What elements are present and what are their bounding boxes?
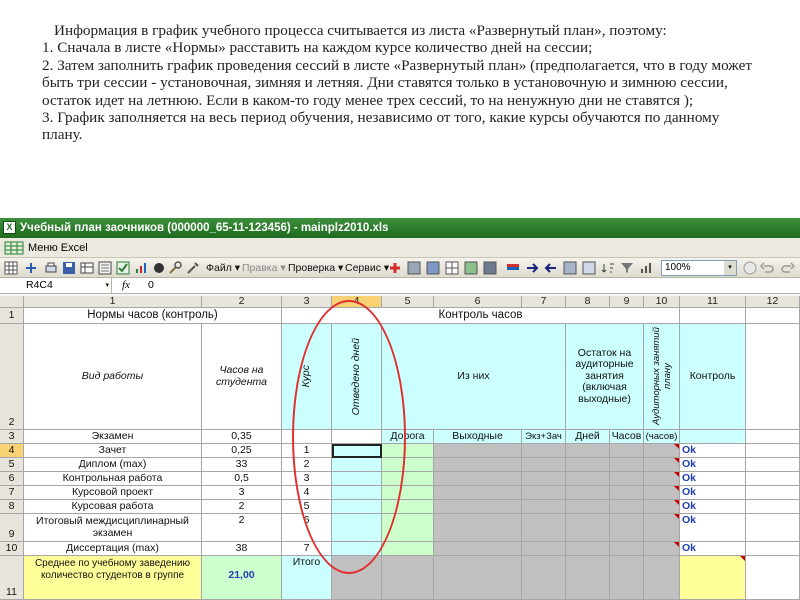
course-cell[interactable]: 2 <box>282 458 332 472</box>
of-them-header[interactable]: Из них <box>382 324 566 430</box>
arrow-left-icon[interactable] <box>544 261 558 275</box>
aud-plan-cell[interactable] <box>644 472 680 486</box>
zoom-value: 100% <box>665 262 691 273</box>
hours-cell[interactable]: 0,5 <box>202 472 282 486</box>
weekends-cell[interactable] <box>434 486 522 500</box>
sheet-gray-icon[interactable] <box>407 261 421 275</box>
total-days-cell[interactable] <box>332 556 382 600</box>
intro-text: Информация в график учебного процесса считывается из листа «Развернутый план», поэтому: <box>54 22 667 39</box>
days-cell[interactable] <box>332 486 382 500</box>
hours-subheader[interactable]: Часов <box>610 430 644 444</box>
remaining-days-cell[interactable] <box>566 514 610 542</box>
remaining-days-cell[interactable] <box>566 500 610 514</box>
course-cell[interactable]: 7 <box>282 542 332 556</box>
formula-input[interactable]: 0 <box>148 279 154 291</box>
sheet-green-icon[interactable] <box>464 261 478 275</box>
remaining-days-cell[interactable] <box>566 444 610 458</box>
control-ok-cell[interactable]: Ok <box>680 458 746 472</box>
col-header-3[interactable]: 3 <box>282 296 332 308</box>
exam-cell[interactable] <box>522 444 566 458</box>
exam-cell[interactable] <box>522 486 566 500</box>
print-icon[interactable] <box>44 261 58 275</box>
exam-cell[interactable] <box>522 472 566 486</box>
weekends-cell[interactable] <box>434 444 522 458</box>
cell-r8-c12[interactable] <box>746 500 800 514</box>
work-type-cell[interactable]: Курсовой проект <box>24 486 202 500</box>
step-2-text: 2. Затем заполнить график проведения сессий в листе «Развернутый план» (предполагается, что в году может быть три сессии - установочная, зимняя и летняя. Дни ставятся только в установочную и зимнюю сессии, остаток идет на летнюю. Если в каком-то году менее трех сессий, то на ненужную дни не ставятся ); <box>42 56 752 109</box>
course-cell[interactable]: 4 <box>282 486 332 500</box>
chart-small-icon[interactable] <box>639 261 653 275</box>
arrow-right-icon[interactable] <box>525 261 539 275</box>
excel-menu-icon[interactable] <box>4 241 24 255</box>
cell-r3-c11[interactable] <box>680 430 746 444</box>
remaining-hours-cell[interactable] <box>610 500 644 514</box>
course-cell[interactable]: 6 <box>282 514 332 542</box>
row-number-4[interactable]: 4 <box>0 444 24 458</box>
check-icon[interactable] <box>116 261 130 275</box>
exam-cell[interactable] <box>522 500 566 514</box>
col-header-9[interactable]: 9 <box>610 296 644 308</box>
window-titlebar[interactable] <box>0 218 800 238</box>
row-number-6[interactable]: 6 <box>0 472 24 486</box>
row-number-10[interactable]: 10 <box>0 542 24 556</box>
slide-text <box>42 22 752 144</box>
days-cell[interactable] <box>332 514 382 542</box>
sheet-dark-icon[interactable] <box>483 261 497 275</box>
days-cell[interactable] <box>332 430 382 444</box>
cell-r7-c12[interactable] <box>746 486 800 500</box>
total-road-cell[interactable] <box>382 556 434 600</box>
course-cell[interactable]: 5 <box>282 500 332 514</box>
row-number-1[interactable]: 1 <box>0 308 24 324</box>
col-header-2[interactable]: 2 <box>202 296 282 308</box>
row-number-8[interactable]: 8 <box>0 500 24 514</box>
cell-r6-c12[interactable] <box>746 472 800 486</box>
total-weekends-cell[interactable] <box>434 556 522 600</box>
insert-row-icon[interactable] <box>24 261 38 275</box>
name-box[interactable] <box>0 278 112 293</box>
name-box-dropdown-icon[interactable]: ▾ <box>105 282 109 289</box>
hours-paren-subheader[interactable]: (часов) <box>644 430 680 444</box>
grid-small-icon[interactable] <box>445 261 459 275</box>
weekends-cell[interactable] <box>434 500 522 514</box>
days-cell[interactable] <box>332 472 382 486</box>
road-cell[interactable] <box>382 472 434 486</box>
work-type-cell[interactable]: Диплом (max) <box>24 458 202 472</box>
col-header-12[interactable]: 12 <box>746 296 800 308</box>
chart-icon[interactable] <box>134 261 148 275</box>
sort-icon[interactable] <box>601 261 615 275</box>
menu-file[interactable]: Файл ▾ <box>206 262 241 274</box>
cell-r5-c12[interactable] <box>746 458 800 472</box>
cell-r10-c12[interactable] <box>746 542 800 556</box>
remaining-days-cell[interactable] <box>566 458 610 472</box>
aud-plan-cell[interactable] <box>644 458 680 472</box>
total-exam-cell[interactable] <box>522 556 566 600</box>
table-icon[interactable] <box>80 261 94 275</box>
total-label[interactable]: Итого <box>282 556 332 600</box>
road-cell[interactable] <box>382 486 434 500</box>
active-cell-days[interactable] <box>332 444 382 458</box>
hours-per-student-header[interactable]: Часов на студента <box>202 324 282 430</box>
menu-service[interactable]: Сервис ▾ <box>345 262 390 274</box>
weekends-cell[interactable] <box>434 542 522 556</box>
avg-students-label[interactable]: Среднее по учебному заведению количество студентов в группе <box>24 556 202 600</box>
sheet-light-icon[interactable] <box>582 261 596 275</box>
remaining-days-cell[interactable] <box>566 472 610 486</box>
col-header-6[interactable]: 6 <box>434 296 522 308</box>
aud-plan-label: Аудиторных занятий плану <box>650 327 673 426</box>
row-number-11[interactable]: 11 <box>0 556 24 600</box>
remaining-hours-cell[interactable] <box>610 514 644 542</box>
cell-r1-c12[interactable] <box>746 308 800 324</box>
menu-edit[interactable]: Правка ▾ <box>242 262 286 274</box>
days-cell[interactable] <box>332 458 382 472</box>
days-allotted-header[interactable] <box>332 324 382 430</box>
sheet-icon[interactable] <box>98 261 112 275</box>
step-1-text: 1. Сначала в листе «Нормы» расставить на каждом курсе количество дней на сессии; <box>42 39 593 57</box>
weekends-cell[interactable] <box>434 458 522 472</box>
road-cell[interactable] <box>382 458 434 472</box>
road-cell[interactable] <box>382 542 434 556</box>
excel-window <box>0 218 800 600</box>
cell-r1-c11[interactable] <box>680 308 746 324</box>
course-cell[interactable] <box>282 430 332 444</box>
tools-icon[interactable] <box>168 261 182 275</box>
exam-cell[interactable] <box>522 514 566 542</box>
sheet-arrow-icon[interactable] <box>563 261 577 275</box>
road-cell[interactable] <box>382 444 434 458</box>
hours-cell[interactable]: 33 <box>202 458 282 472</box>
work-type-cell[interactable]: Экзамен <box>24 430 202 444</box>
toolbar <box>0 258 800 278</box>
select-all-corner[interactable] <box>0 296 24 308</box>
col-header-8[interactable]: 8 <box>566 296 610 308</box>
remaining-hours-cell[interactable] <box>610 444 644 458</box>
remaining-hours-cell[interactable] <box>610 472 644 486</box>
control-ok-cell[interactable]: Ok <box>680 486 746 500</box>
work-type-cell[interactable]: Контрольная работа <box>24 472 202 486</box>
days-allotted-label: Отведено дней <box>349 337 362 416</box>
remaining-days-cell[interactable] <box>566 486 610 500</box>
control-ok-cell[interactable]: Ok <box>680 542 746 556</box>
aud-plan-cell[interactable] <box>644 500 680 514</box>
redo-icon[interactable] <box>781 261 795 275</box>
aud-plan-cell[interactable] <box>644 486 680 500</box>
grid-icon[interactable] <box>4 261 18 275</box>
exam-subheader[interactable]: Экз+Зач <box>522 430 566 444</box>
hours-cell[interactable]: 3 <box>202 486 282 500</box>
aud-plan-cell[interactable] <box>644 542 680 556</box>
cell-reference: R4C4 <box>26 279 53 291</box>
zoom-dropdown-icon[interactable]: ▾ <box>724 261 736 275</box>
road-cell[interactable] <box>382 514 434 542</box>
course-cell[interactable]: 1 <box>282 444 332 458</box>
road-subheader[interactable]: Дорога <box>382 430 434 444</box>
circle-icon[interactable] <box>152 261 166 275</box>
filter-icon[interactable] <box>620 261 634 275</box>
total-aud-plan-cell[interactable] <box>644 556 680 600</box>
fx-icon[interactable]: fx <box>122 279 130 291</box>
spreadsheet-grid <box>0 296 800 600</box>
hours-cell[interactable]: 2 <box>202 514 282 542</box>
hours-cell[interactable]: 38 <box>202 542 282 556</box>
work-type-cell[interactable]: Итоговый междисциплинарный экзамен <box>24 514 202 542</box>
row-number-7[interactable]: 7 <box>0 486 24 500</box>
days-cell[interactable] <box>332 542 382 556</box>
undo-icon[interactable] <box>760 261 774 275</box>
row-number-3[interactable]: 3 <box>0 430 24 444</box>
work-type-cell[interactable]: Диссертация (max) <box>24 542 202 556</box>
control-ok-cell[interactable]: Ok <box>680 500 746 514</box>
col-header-4[interactable]: 4 <box>332 296 382 308</box>
exam-cell[interactable] <box>522 542 566 556</box>
work-type-header[interactable]: Вид работы <box>24 324 202 430</box>
aud-plan-cell[interactable] <box>644 514 680 542</box>
save-icon[interactable] <box>62 261 76 275</box>
sheet-blue-icon[interactable] <box>426 261 440 275</box>
work-type-cell[interactable]: Зачет <box>24 444 202 458</box>
col-header-1[interactable]: 1 <box>24 296 202 308</box>
help-icon[interactable] <box>743 261 757 275</box>
formula-bar <box>0 278 800 294</box>
col-header-11[interactable]: 11 <box>680 296 746 308</box>
cell-r4-c12[interactable] <box>746 444 800 458</box>
cell-r2-c12[interactable] <box>746 324 800 430</box>
course-header-label: Курс <box>299 365 312 388</box>
menu-check[interactable]: Проверка ▾ <box>288 262 344 274</box>
course-header[interactable] <box>282 324 332 430</box>
aud-plan-cell[interactable] <box>644 444 680 458</box>
remaining-hours-cell[interactable] <box>610 486 644 500</box>
excel-menu-button[interactable]: Меню Excel <box>28 242 88 254</box>
window-title: Учебный план заочников (000000_65-11-123456) - mainplz2010.xls <box>20 222 389 234</box>
control-ok-cell[interactable]: Ok <box>680 444 746 458</box>
norms-header[interactable]: Нормы часов (контроль) <box>24 308 282 324</box>
excel-icon: X <box>3 221 16 234</box>
remaining-header[interactable]: Остаток на аудиторные занятия (включая выходные) <box>566 324 644 430</box>
total-remaining-hours-cell[interactable] <box>610 556 644 600</box>
col-header-7[interactable]: 7 <box>522 296 566 308</box>
avg-students-value[interactable]: 21,00 <box>202 556 282 600</box>
step-3-text: 3. График заполняется на весь период обучения, независимо от того, какие курсы обучаются по данному плану. <box>42 109 720 144</box>
road-cell[interactable] <box>382 500 434 514</box>
cell-r11-c12[interactable] <box>746 556 800 600</box>
red-plus-icon[interactable] <box>388 261 402 275</box>
weekends-cell[interactable] <box>434 472 522 486</box>
cell-r3-c12[interactable] <box>746 430 800 444</box>
hours-cell[interactable]: 2 <box>202 500 282 514</box>
total-control-cell[interactable] <box>680 556 746 600</box>
control-header[interactable]: Контроль часов <box>282 308 680 324</box>
weekends-subheader[interactable]: Выходные <box>434 430 522 444</box>
control-ok-cell[interactable]: Ok <box>680 514 746 542</box>
row-number-9[interactable]: 9 <box>0 514 24 542</box>
col-header-5[interactable]: 5 <box>382 296 434 308</box>
exam-cell[interactable] <box>522 458 566 472</box>
cell-r9-c12[interactable] <box>746 514 800 542</box>
remaining-hours-cell[interactable] <box>610 458 644 472</box>
aud-plan-header[interactable] <box>644 324 680 430</box>
hours-cell[interactable]: 0,35 <box>202 430 282 444</box>
remaining-hours-cell[interactable] <box>610 542 644 556</box>
col-header-10[interactable]: 10 <box>644 296 680 308</box>
hours-cell[interactable]: 0,25 <box>202 444 282 458</box>
days-cell[interactable] <box>332 500 382 514</box>
remaining-days-cell[interactable] <box>566 542 610 556</box>
flag-icon[interactable] <box>506 261 520 275</box>
work-type-cell[interactable]: Курсовая работа <box>24 500 202 514</box>
row-number-5[interactable]: 5 <box>0 458 24 472</box>
control-col-header[interactable]: Контроль <box>680 324 746 430</box>
control-ok-cell[interactable]: Ok <box>680 472 746 486</box>
weekends-cell[interactable] <box>434 514 522 542</box>
menu-bar <box>0 238 800 258</box>
course-cell[interactable]: 3 <box>282 472 332 486</box>
row-number-2[interactable]: 2 <box>0 324 24 430</box>
days-subheader[interactable]: Дней <box>566 430 610 444</box>
total-remaining-days-cell[interactable] <box>566 556 610 600</box>
zoom-select[interactable] <box>661 260 737 276</box>
wrench-icon[interactable] <box>186 261 200 275</box>
